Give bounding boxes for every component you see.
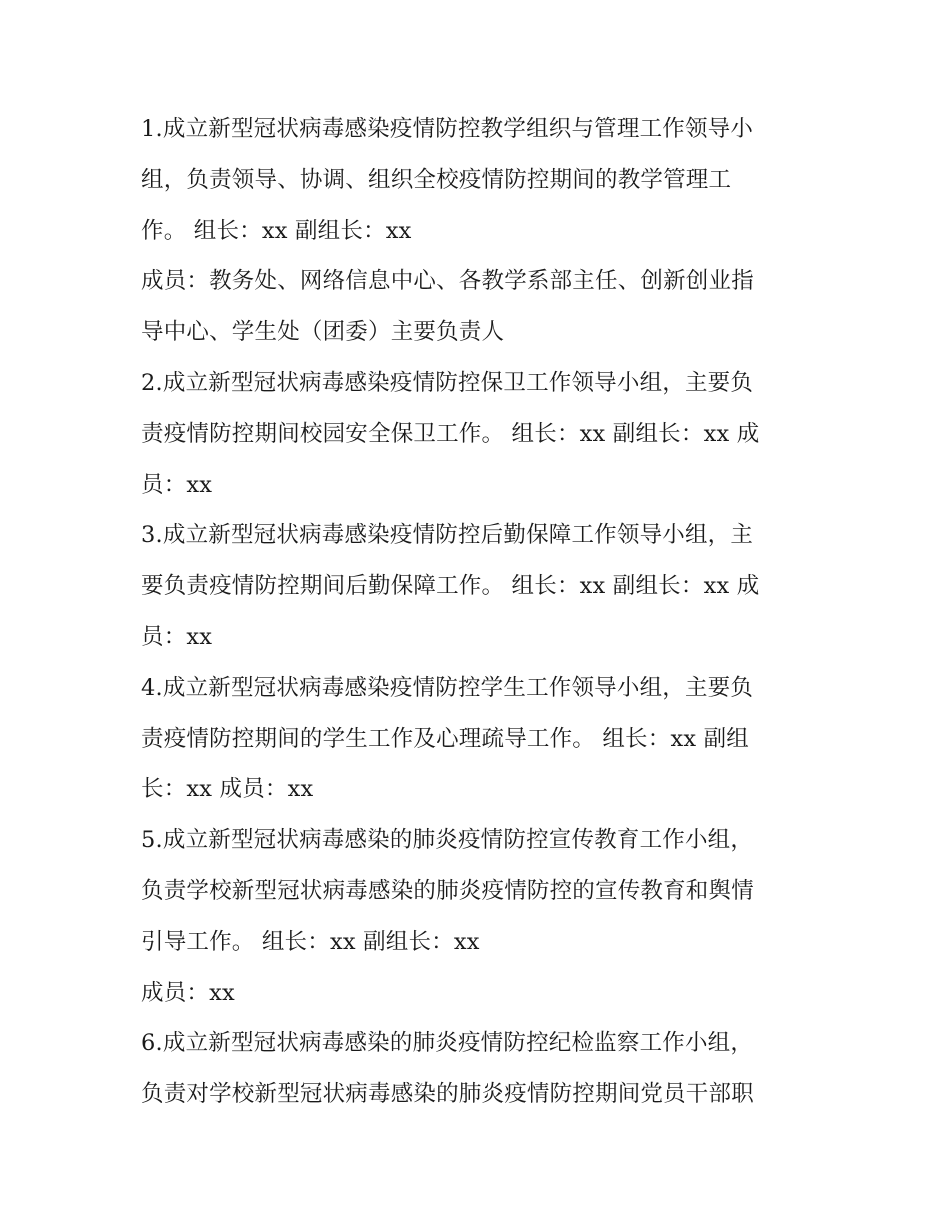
text-line: 组，负责领导、协调、组织全校疫情防控期间的教学管理工 — [141, 166, 732, 193]
text-line: 3.成立新型冠状病毒感染疫情防控后勤保障工作领导小组，主 — [141, 522, 754, 549]
text-line: 负责学校新型冠状病毒感染的肺炎疫情防控的宣传教育和舆情 — [141, 877, 754, 904]
text-line: 员：xx — [141, 623, 213, 650]
text-line: 成员：xx — [141, 979, 235, 1006]
text-line: 责疫情防控期间的学生工作及心理疏导工作。 组长：xx 副组 — [141, 725, 749, 752]
text-line: 6.成立新型冠状病毒感染的肺炎疫情防控纪检监察工作小组， — [141, 1030, 754, 1057]
text-line: 导中心、学生处（团委）主要负责人 — [141, 319, 505, 346]
text-line: 要负责疫情防控期间后勤保障工作。 组长：xx 副组长：xx 成 — [141, 573, 760, 600]
document-body — [141, 104, 821, 1120]
text-line: 2.成立新型冠状病毒感染疫情防控保卫工作领导小组，主要负 — [141, 369, 754, 396]
text-line: 员：xx — [141, 471, 213, 498]
text-line: 1.成立新型冠状病毒感染疫情防控教学组织与管理工作领导小 — [141, 116, 754, 142]
text-line: 成员：教务处、网络信息中心、各教学系部主任、创新创业指 — [141, 268, 754, 295]
text-line: 4.成立新型冠状病毒感染疫情防控学生工作领导小组，主要负 — [141, 674, 754, 701]
text-line: 作。 组长：xx 副组长：xx — [141, 217, 412, 244]
text-line: 负责对学校新型冠状病毒感染的肺炎疫情防控期间党员干部职 — [141, 1081, 754, 1108]
text-line: 引导工作。 组长：xx 副组长：xx — [141, 928, 480, 955]
text-line: 责疫情防控期间校园安全保卫工作。 组长：xx 副组长：xx 成 — [141, 420, 760, 447]
text-line: 5.成立新型冠状病毒感染的肺炎疫情防控宣传教育工作小组， — [141, 827, 754, 854]
text-line: 长：xx 成员：xx — [141, 776, 314, 803]
